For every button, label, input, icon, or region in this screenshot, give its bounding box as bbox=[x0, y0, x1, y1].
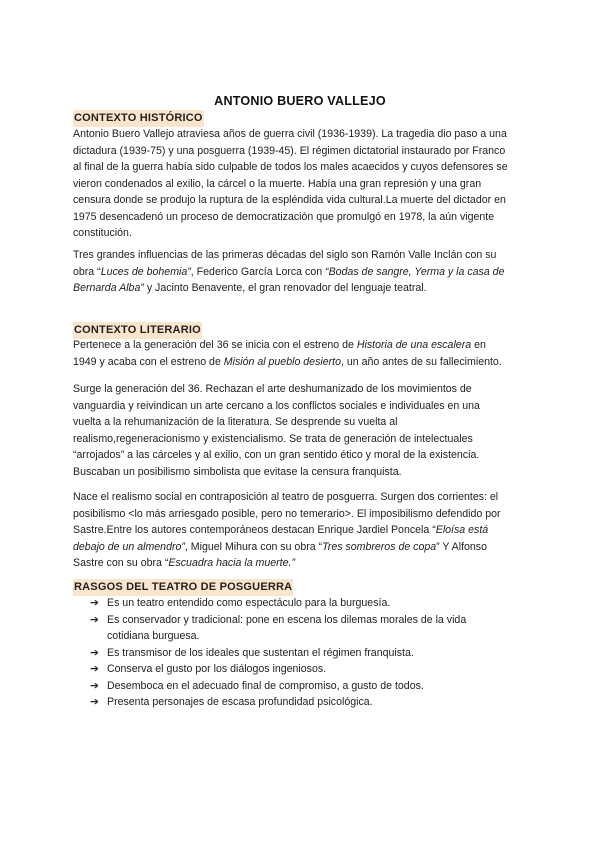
text-run: Sastre.Entre los autores contemporáneos destacan Enrique Jardiel Poncela “ bbox=[73, 524, 436, 536]
list-item bbox=[90, 694, 466, 711]
rasgos-list bbox=[90, 595, 466, 711]
text-run: y Jacinto Benavente, el gran renovador del lenguaje teatral. bbox=[143, 282, 427, 294]
text-run: , Federico García Lorca con bbox=[190, 265, 326, 278]
list-item-text: Es conservador y tradicional: pone en escena los dilemas morales de la vida bbox=[107, 613, 467, 626]
text-line: vieron condenados al exilio, la cárcel o la muerte. Había una gran represión y una gran bbox=[73, 177, 482, 190]
text-run: 1949 y acaba con el estreno de bbox=[73, 355, 224, 368]
text-run: , Miguel Mihura con su obra “ bbox=[184, 540, 323, 553]
list-item bbox=[90, 645, 466, 662]
arrow-bullet-icon: ➔ bbox=[90, 679, 99, 692]
work-title: Luces de bohemia” bbox=[100, 265, 191, 278]
work-title: Historia de una escalera bbox=[356, 339, 472, 351]
work-title: debajo de un almendro” bbox=[73, 540, 185, 553]
text-line: vuelta a la rehumanización de la literatura. Se desprende su vuelta al bbox=[73, 416, 398, 428]
text-line: constitución. bbox=[73, 227, 132, 239]
list-item bbox=[90, 612, 466, 645]
text-line bbox=[73, 555, 533, 572]
heading-contexto-literario: CONTEXTO LITERARIO bbox=[73, 322, 202, 339]
text-line: realismo,regeneracionismo y existencialismo. Se trata de generación de intelectuales bbox=[73, 432, 473, 445]
text-run: , un año antes de su fallecimiento. bbox=[340, 355, 502, 368]
arrow-bullet-icon: ➔ bbox=[90, 597, 99, 609]
text-line bbox=[73, 264, 533, 281]
document-title: ANTONIO BUERO VALLEJO bbox=[214, 94, 386, 108]
list-item-text-continued: cotidiana burguesa. bbox=[107, 630, 200, 642]
work-title: Bernarda Alba” bbox=[73, 282, 144, 294]
text-line: posibilismo <lo más arriesgado posible, pero no temerario>. El imposibilismo defendido por bbox=[73, 507, 501, 520]
historico-paragraph-2 bbox=[73, 247, 533, 297]
heading-rasgos-teatro-posguerra: RASGOS DEL TEATRO DE POSGUERRA bbox=[73, 579, 293, 596]
literario-paragraph-2 bbox=[73, 381, 533, 480]
work-title: Tres sombreros de copa bbox=[322, 540, 437, 553]
text-run: Pertenece a la generación del 36 se inicia con el estreno de bbox=[73, 339, 357, 351]
text-line bbox=[73, 354, 533, 371]
text-run: obra “ bbox=[73, 265, 101, 278]
text-line: Buscaban un posibilismo simbolista que evitase la censura franquista. bbox=[73, 465, 402, 478]
text-line: Surge la generación del 36. Rechazan el arte deshumanizado de los movimientos de bbox=[73, 383, 472, 395]
arrow-bullet-icon: ➔ bbox=[90, 613, 99, 626]
list-item bbox=[90, 678, 466, 695]
text-line bbox=[73, 337, 533, 354]
text-line: censura donde se produjo la ruptura de la espléndida vida cultural.La muerte del dictador en bbox=[73, 194, 506, 206]
work-title: Escuadra hacia la muerte.” bbox=[168, 557, 295, 569]
text-line: Tres grandes influencias de las primeras décadas del siglo son Ramón Valle Inclán con su bbox=[73, 249, 497, 261]
text-line bbox=[73, 539, 533, 556]
text-line: “arrojados” a las cárceles y al exilio, con un gran sentido ético y moral de la existencia. bbox=[73, 449, 480, 461]
arrow-bullet-icon: ➔ bbox=[90, 646, 99, 659]
arrow-bullet-icon: ➔ bbox=[90, 696, 99, 708]
text-line: vanguardia y reivindican un arte cercano a los conflictos sociales e individuales en una bbox=[73, 399, 480, 412]
text-line: Nace el realismo social en contraposición al teatro de posguerra. Surgen dos corrientes: el bbox=[73, 491, 499, 503]
work-title: Misión al pueblo desierto bbox=[223, 355, 341, 368]
literario-paragraph-1 bbox=[73, 337, 533, 370]
list-item bbox=[90, 661, 466, 678]
text-run: Sastre con su obra “ bbox=[73, 557, 169, 569]
text-line bbox=[73, 280, 533, 297]
heading-contexto-historico: CONTEXTO HISTÓRICO bbox=[73, 110, 204, 127]
arrow-bullet-icon: ➔ bbox=[90, 663, 99, 675]
list-item bbox=[90, 595, 466, 612]
text-run: ” Y Alfonso bbox=[436, 540, 487, 553]
text-line bbox=[73, 522, 533, 539]
text-line: 1975 desencadenó un proceso de democratización que promulgó en 1978, la aún vigente bbox=[73, 210, 495, 223]
work-title: Eloísa está bbox=[435, 524, 489, 536]
work-title: “Bodas de sangre, Yerma y la casa de bbox=[325, 265, 505, 278]
text-line: dictadura (1939-75) y una posguerra (1939-45). El régimen dictatorial instaurado por Franco bbox=[73, 144, 506, 157]
list-item-text: Es transmisor de los ideales que sustentan el régimen franquista. bbox=[107, 646, 414, 659]
list-item-text: Presenta personajes de escasa profundidad psicológica. bbox=[107, 696, 373, 708]
text-line: Antonio Buero Vallejo atraviesa años de guerra civil (1936-1939). La tragedia dio paso a una bbox=[73, 128, 507, 140]
text-run: en bbox=[471, 339, 486, 351]
list-item-text: Desemboca en el adecuado final de compromiso, a gusto de todos. bbox=[107, 679, 424, 692]
list-item-text: Conserva el gusto por los diálogos ingeniosos. bbox=[107, 663, 327, 675]
text-line: al final de la guerra había sido culpable de todos los males acaecidos y cuyos defensores se bbox=[73, 161, 508, 173]
historico-paragraph-1 bbox=[73, 126, 533, 242]
list-item-text: Es un teatro entendido como espectáculo para la burguesía. bbox=[107, 597, 391, 609]
literario-paragraph-3 bbox=[73, 489, 533, 572]
